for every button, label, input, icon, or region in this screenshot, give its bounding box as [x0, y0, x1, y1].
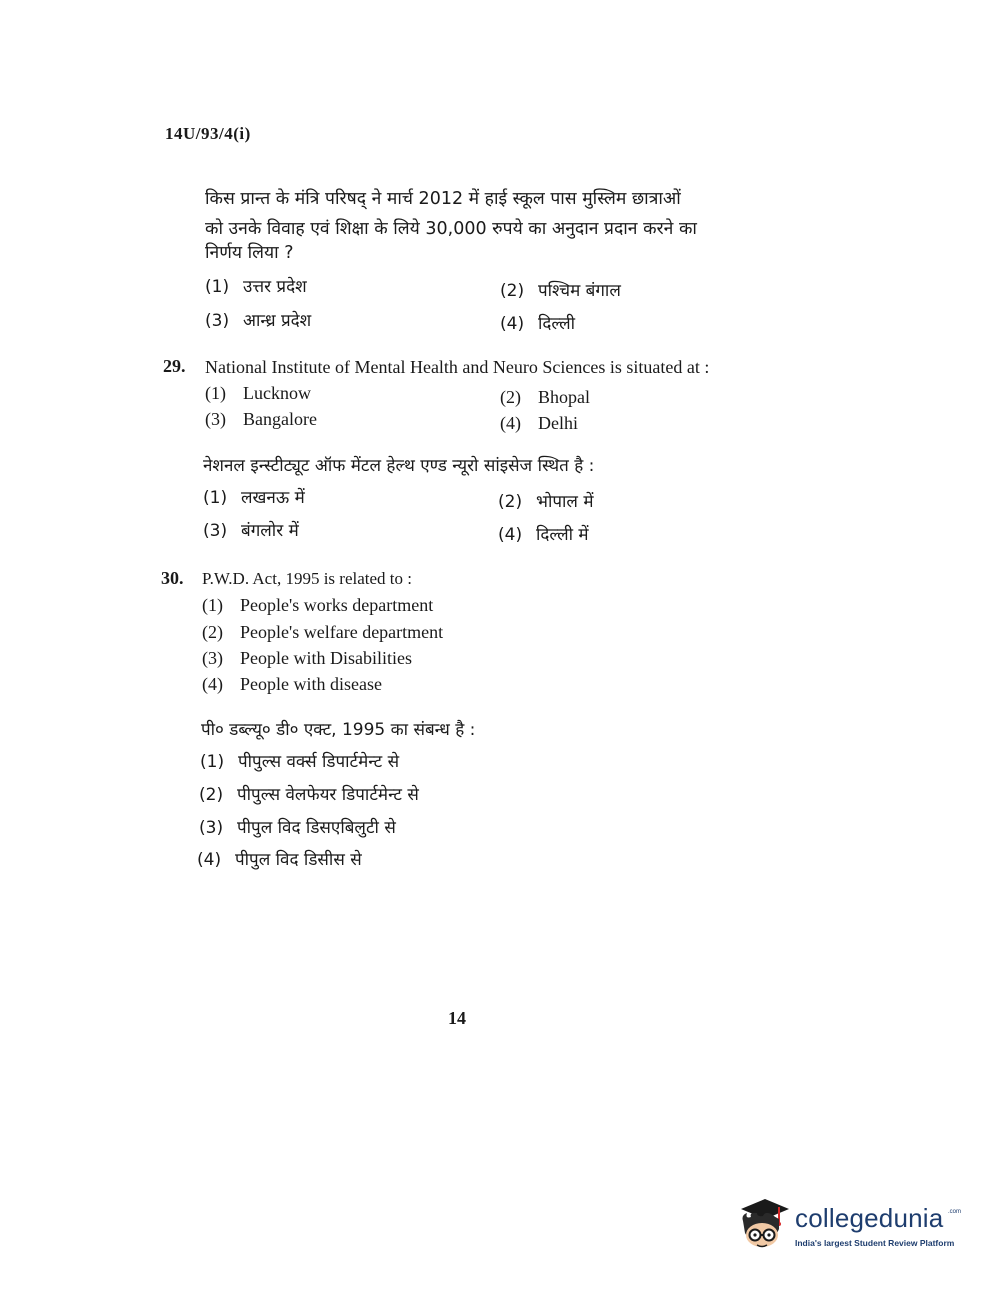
option-number: (3): [205, 311, 230, 331]
option-text: दिल्ली में: [536, 525, 589, 545]
option-text: दिल्ली: [538, 314, 576, 334]
option-text: भोपाल में: [536, 492, 594, 512]
option-number: (4): [197, 850, 222, 870]
q30-number: 30.: [161, 568, 184, 588]
q29-option-en-4: [500, 413, 578, 434]
option-text: Delhi: [538, 413, 578, 433]
option-text: People with disease: [240, 674, 382, 694]
q29-option-en-3: [205, 409, 317, 430]
option-text: पश्चिम बंगाल: [538, 281, 621, 301]
q28-option-2: [500, 278, 621, 301]
option-number: (1): [205, 383, 226, 403]
option-number: (1): [202, 595, 223, 615]
q30-question-hi: पी० डब्ल्यू० डी० एक्ट, 1995 का संबन्ध है :: [201, 720, 476, 740]
q29-option-en-2: [500, 387, 590, 408]
option-number: (4): [500, 314, 525, 334]
option-number: (3): [202, 648, 223, 668]
q28-option-3: [205, 308, 311, 331]
option-number: (2): [202, 622, 223, 642]
option-text: पीपुल्स वेलफेयर डिपार्टमेन्ट से: [237, 785, 419, 805]
option-number: (1): [200, 752, 225, 772]
q29-question-hi: नेशनल इन्स्टीट्यूट ऑफ मेंटल हेल्थ एण्ड न्यूरो सांइसेज स्थित है :: [203, 456, 595, 476]
option-number: (2): [498, 492, 523, 512]
option-text: बंगलोर में: [241, 521, 299, 541]
page-number: 14: [448, 1008, 466, 1028]
q28-hindi-line-3: निर्णय लिया ?: [205, 243, 294, 263]
option-number: (3): [199, 818, 224, 838]
option-text: पीपुल्स वर्क्स डिपार्टमेन्ट से: [238, 752, 400, 772]
q30-option-hi-4: [197, 847, 362, 870]
q28-option-4: [500, 311, 575, 334]
q29-option-en-1: [205, 383, 311, 404]
q29-option-hi-3: [203, 518, 299, 541]
q30-option-en-2: [202, 622, 443, 643]
option-number: (2): [500, 387, 521, 407]
q30-option-en-1: [202, 595, 433, 616]
option-number: (4): [202, 674, 223, 694]
collegedunia-watermark: [735, 1195, 965, 1265]
option-text: People's welfare department: [240, 622, 444, 642]
option-text: पीपुल विद डिसएबिलुटी से: [237, 818, 396, 838]
q29-number: 29.: [163, 356, 186, 376]
option-number: (4): [500, 413, 521, 433]
option-text: Bangalore: [243, 409, 317, 429]
option-text: लखनऊ में: [241, 488, 305, 508]
q29-option-hi-2: [498, 489, 594, 512]
brand-suffix: .com: [948, 1209, 962, 1215]
brand-name: collegedunia: [795, 1203, 944, 1233]
option-number: (4): [498, 525, 523, 545]
q29-option-hi-4: [498, 522, 589, 545]
q28-hindi-line-1: किस प्रान्त के मंत्रि परिषद् ने मार्च 2012 में हाई स्कूल पास मुस्लिम छात्राओं: [205, 189, 681, 209]
option-number: (3): [205, 409, 226, 429]
paper-code: 14U/93/4(i): [165, 124, 251, 143]
q30-option-en-3: [202, 648, 412, 669]
option-text: Lucknow: [243, 383, 311, 403]
option-text: आन्ध्र प्रदेश: [243, 311, 312, 331]
q28-hindi-line-2: को उनके विवाह एवं शिक्षा के लिये 30,000 रुपये का अनुदान प्रदान करने का: [205, 219, 697, 239]
option-number: (1): [203, 488, 228, 508]
student-mascot-icon: [735, 1195, 793, 1265]
q29-question-en: National Institute of Mental Health and Neuro Sciences is situated at :: [205, 357, 710, 377]
brand-tagline: India's largest Student Review Platform: [795, 1238, 955, 1248]
option-text: People's works department: [240, 595, 434, 615]
q30-option-hi-2: [199, 782, 419, 805]
option-text: Bhopal: [538, 387, 590, 407]
q29-option-hi-1: [203, 485, 305, 508]
option-number: (3): [203, 521, 228, 541]
q28-option-1: [205, 274, 307, 297]
option-number: (2): [500, 281, 525, 301]
option-text: People with Disabilities: [240, 648, 412, 668]
q30-question-en: P.W.D. Act, 1995 is related to :: [202, 569, 412, 588]
option-text: पीपुल विद डिसीस से: [235, 850, 362, 870]
option-number: (1): [205, 277, 230, 297]
q30-option-hi-1: [200, 749, 399, 772]
option-number: (2): [199, 785, 224, 805]
q30-option-en-4: [202, 674, 382, 695]
option-text: उत्तर प्रदेश: [243, 277, 307, 297]
q30-option-hi-3: [199, 815, 396, 838]
